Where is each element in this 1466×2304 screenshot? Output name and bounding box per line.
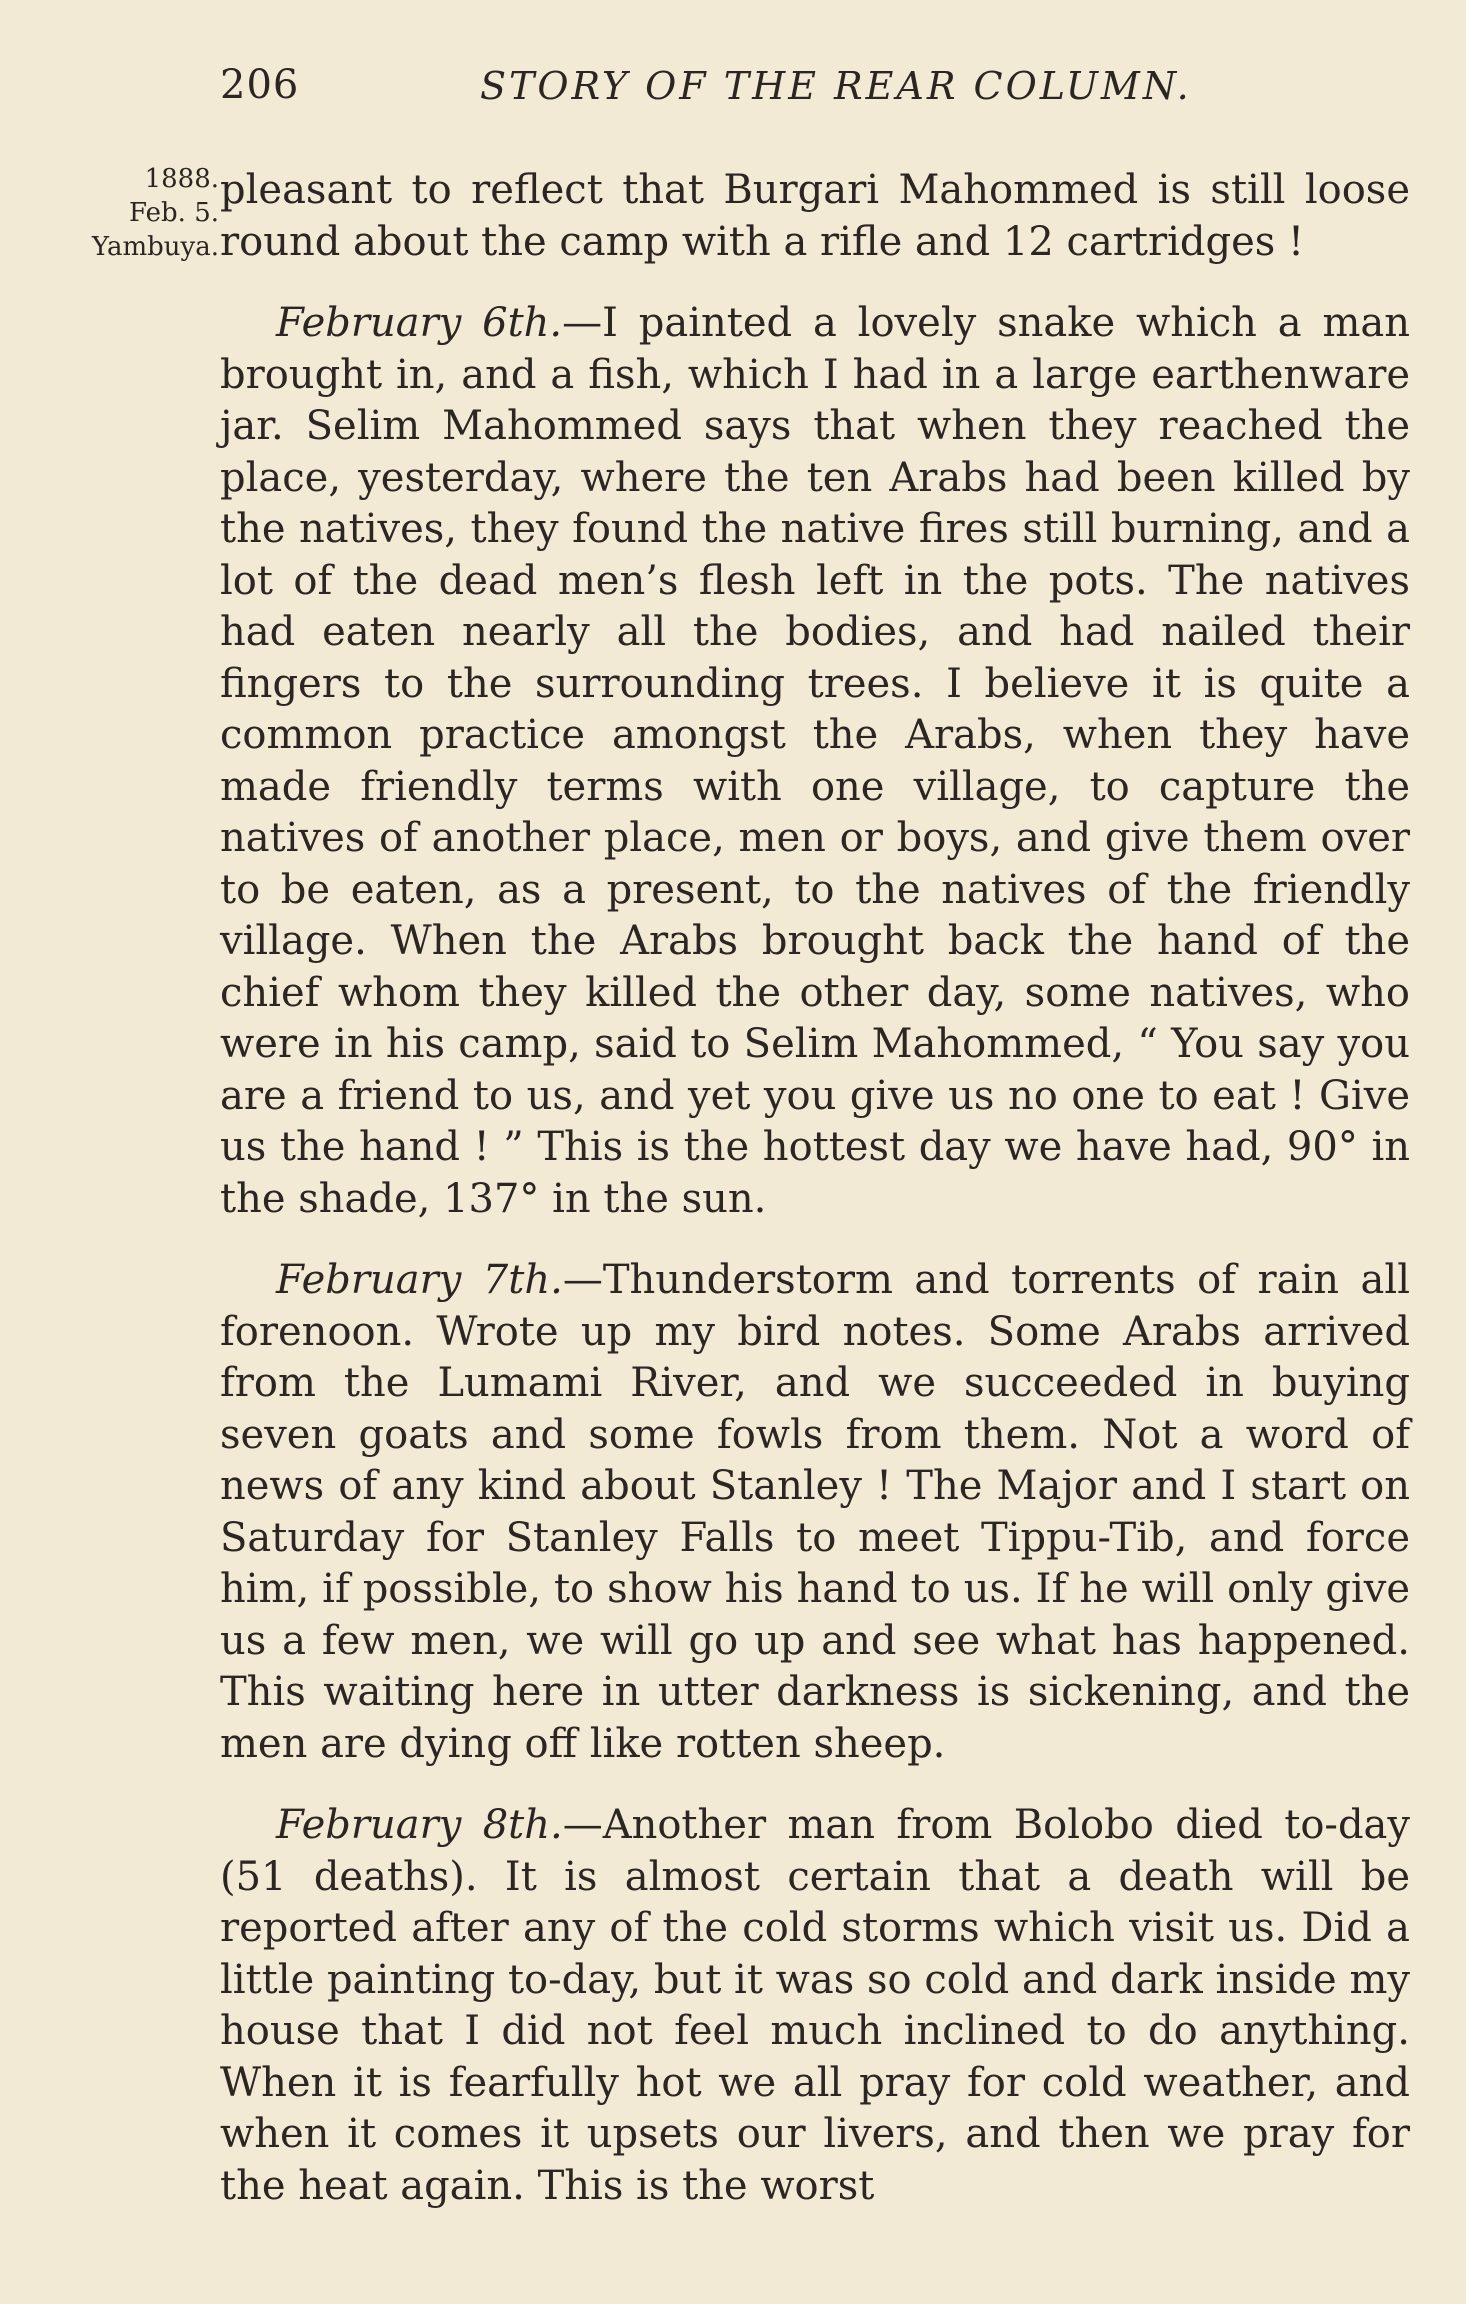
date-label: February 6th.: [276, 300, 563, 346]
margin-note-place: Yambuya.: [91, 232, 219, 262]
margin-note-date: Feb. 5.: [129, 198, 219, 228]
date-label: February 7th.: [276, 1257, 563, 1303]
page-header: [220, 62, 1410, 122]
paragraph-text: pleasant to reflect that Burgari Mahommed is still loose round about the camp with a rifle and 12 cartridges !: [220, 167, 1410, 265]
paragraph-text: —Thunderstorm and torrents of rain all forenoon. Wrote up my bird notes. Some Arabs arrived from the Lumami River, and we succeeded in buying seven goats and some fowls from them. Not a word of news of any kind about Stanley ! The Major and I start on Saturday for Stanley Falls to meet Tippu-Tib, and force him, if possible, to show his hand to us. If he will only give us a few men, we will go up and see what has happened. This waiting here in utter darkness is sickening, and the men are dying off like rotten sheep.: [220, 1257, 1410, 1767]
paragraph-feb-6: [220, 298, 1410, 1225]
paragraph-continuation: [220, 165, 1410, 268]
page-number: 206: [220, 62, 300, 108]
body-text: [220, 165, 1410, 2212]
running-title: STORY OF THE REAR COLUMN.: [480, 64, 1192, 108]
margin-note-year: 1888.: [144, 164, 219, 194]
paragraph-feb-8: [220, 1800, 1410, 2212]
date-label: February 8th.: [276, 1802, 563, 1848]
paragraph-text: —I painted a lovely snake which a man brought in, and a fish, which I had in a large earthenware jar. Selim Mahommed says that when they reached the place, yesterday, where the ten Arabs had been killed by the natives, they found the native fires still burning, and a lot of the dead men’s flesh left in the pots. The natives had eaten nearly all the bodies, and had nailed their fingers to the surrounding trees. I believe it is quite a common practice amongst the Arabs, when they have made friendly terms with one village, to capture the natives of another place, men or boys, and give them over to be eaten, as a present, to the natives of the friendly village. When the Arabs brought back the hand of the chief whom they killed the other day, some natives, who were in his camp, said to Selim Mahommed, “ You say you are a friend to us, and yet you give us no one to eat ! Give us the hand ! ” This is the hottest day we have had, 90° in the shade, 137° in the sun.: [220, 300, 1410, 1222]
margin-note: [44, 162, 219, 264]
paragraph-feb-7: [220, 1255, 1410, 1770]
paragraph-text: —Another man from Bolobo died to-day (51 deaths). It is almost certain that a death will be reported after any of the cold storms which visit us. Did a little painting to-day, but it was so cold and dark inside my house that I did not feel much inclined to do anything. When it is fearfully hot we all pray for cold weather, and when it comes it upsets our livers, and then we pray for the heat again. This is the worst: [220, 1802, 1410, 2209]
